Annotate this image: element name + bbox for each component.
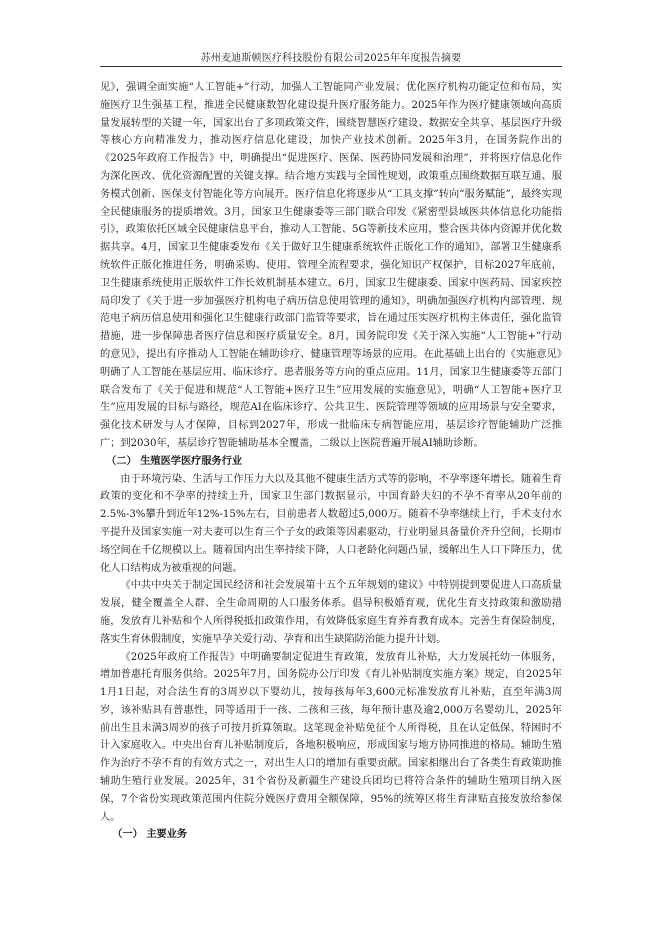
paragraph-infertility-trend: 由于环境污染、生活与工作压力大以及其他不健康生活方式等的影响，不孕率逐年增长。随着生育政策的变化和不孕率的持续上升，国家卫生部门数据显示，中国育龄夫妇的不孕不育率从20年前的2.5%-3%攀升到近年12%-15%左右，目前患者人数超过5,000万。随着不孕率继续上行，手术支付水平提升及国家实施一对夫妻可以生育三个子女的政策等因素驱动，行业明显具备量价齐升空间，长期市场空间在千亿规模以上。随着国内出生率持续下降，人口老龄化问题凸显，缓解出生人口下降压力，优化人口结构成为被重视的问题。	[100, 473, 562, 574]
document-body	[100, 79, 562, 844]
paragraph-policy-overview: 见》，强调全面实施“人工智能+”行动，加强人工智能同产业发展；优化医疗机构功能定位和布局，实施医疗卫生强基工程，推进全民健康数智化建设提升医疗服务能力。2025年作为医疗健康领域向高质量发展转型的关键一年，国家出台了多项政策文件，围绕智慧医疗建设、数据安全共享、基层医疗升级等核心方向精准发力，推动医疗信息化建设，加快产业技术创新。2025年3月，在国务院作出的《2025年政府工作报告》中，明确提出“促进医疗、医保、医药协同发展和治理”，并将医疗信息化作为深化医改、优化资源配置的关键支撑。结合地方实践与全国性规划，政策重点围绕数据互联互通、服务模式创新、医保支付智能化等方向展开。医疗信息化将逐步从“工具支撑”转向“服务赋能”，最终实现全民健康服务的提质增效。3月，国家卫生健康委等三部门联合印发《紧密型县域医共体信息化功能指引》，政策依托区域全民健康信息平台，推动人工智能、5G等新技术应用，整合医共体内资源并优化数据共享。4月，国家卫生健康委发布《关于做好卫生健康系统软件正版化工作的通知》，部署卫生健康系统软件正版化推进任务，明确采购、使用、管理全流程要求，强化知识产权保护，目标2027年底前，卫生健康系统使用正版软件工作长效机制基本建立。6月，国家卫生健康委、国家中医药局、国家疾控局印发了《关于进一步加强医疗机构电子病历信息使用管理的通知》，明确加强医疗机构内部管理、规范电子病历信息使用和强化卫生健康行政部门监管等要求，旨在通过压实医疗机构主体责任，强化监管措施，进一步保障患者医疗信息和医疗质量安全。8月，国务院印发《关于深入实施“人工智能+”行动的意见》，提出有序推动人工智能在辅助诊疗、健康管理等场景的应用。在此基础上出台的《实施意见》明确了人工智能在基层应用、临床诊疗、患者服务等方向的重点应用。11月，国家卫生健康委等五部门联合发布了《关于促进和规范“人工智能+医疗卫生”应用发展的实施意见》，明确“人工智能+医疗卫生”应用发展的目标与路径，规范AI在临床诊疗、公共卫生、医院管理等领域的应用场景与安全要求，强化技术研发与人才保障，目标到2027年，形成一批临床专病智能应用，基层诊疗智能辅助广泛推广；到2030年，基层诊疗智能辅助基本全覆盖，二级以上医院普遍开展AI辅助诊断。	[100, 82, 562, 449]
header-divider	[100, 66, 562, 67]
paragraph-childcare-subsidy: 《2025年政府工作报告》中明确要制定促进生育政策，发放育儿补贴，大力发展托幼一体服务，增加普惠托育服务供给。2025年7月，国务院办公厅印发《育儿补贴制度实施方案》规定，自2025年1月1日起，对合法生育的3周岁以下婴幼儿，按每孩每年3,600元标准发放育儿补贴，直至年满3周岁，该补贴具有普惠性，同等适用于一孩、二孩和三孩，每年预计惠及逾2,000万名婴幼儿，2025年前出生且未满3周岁的孩子可按月折算领取。这笔现金补贴免征个人所得税，且在认定低保、特困时不计入家庭收入。中央出台育儿补贴制度后，各地积极响应，形成国家与地方协同推进的格局。辅助生殖作为治疗不孕不育的有效方式之一，对出生人口的增加有重要贡献。国家相继出台了各类生育政策助推辅助生殖行业发展。2025年，31个省份及新疆生产建设兵团均已将符合条件的辅助生殖项目纳入医保，7个省份实现政策范围内住院分娩医疗费用全额保障，95%的统筹区将生育津贴直接发放给参保人。	[100, 651, 562, 823]
page-header: 苏州麦迪斯顿医疗科技股份有限公司2025年年度报告摘要	[200, 53, 462, 64]
section-heading-main-business: （一） 主要业务	[112, 828, 188, 841]
paragraph-five-year-plan: 《中共中央关于制定国民经济和社会发展第十五个五年规划的建议》中特别提到要促进人口高质量发展，健全覆盖全人群、全生命周期的人口服务体系。倡导积极婚育观，优化生育支持政策和激励措施，发放育儿补贴和个人所得税抵扣政策作用，有效降低家庭生育养育教育成本。完善生育保险制度，落实生育休假制度，实施早孕关爱行动、孕育和出生缺陷防治能力提升计划。	[100, 580, 562, 645]
section-heading-reproductive-medicine: （二） 生殖医学医疗服务行业	[106, 454, 243, 467]
